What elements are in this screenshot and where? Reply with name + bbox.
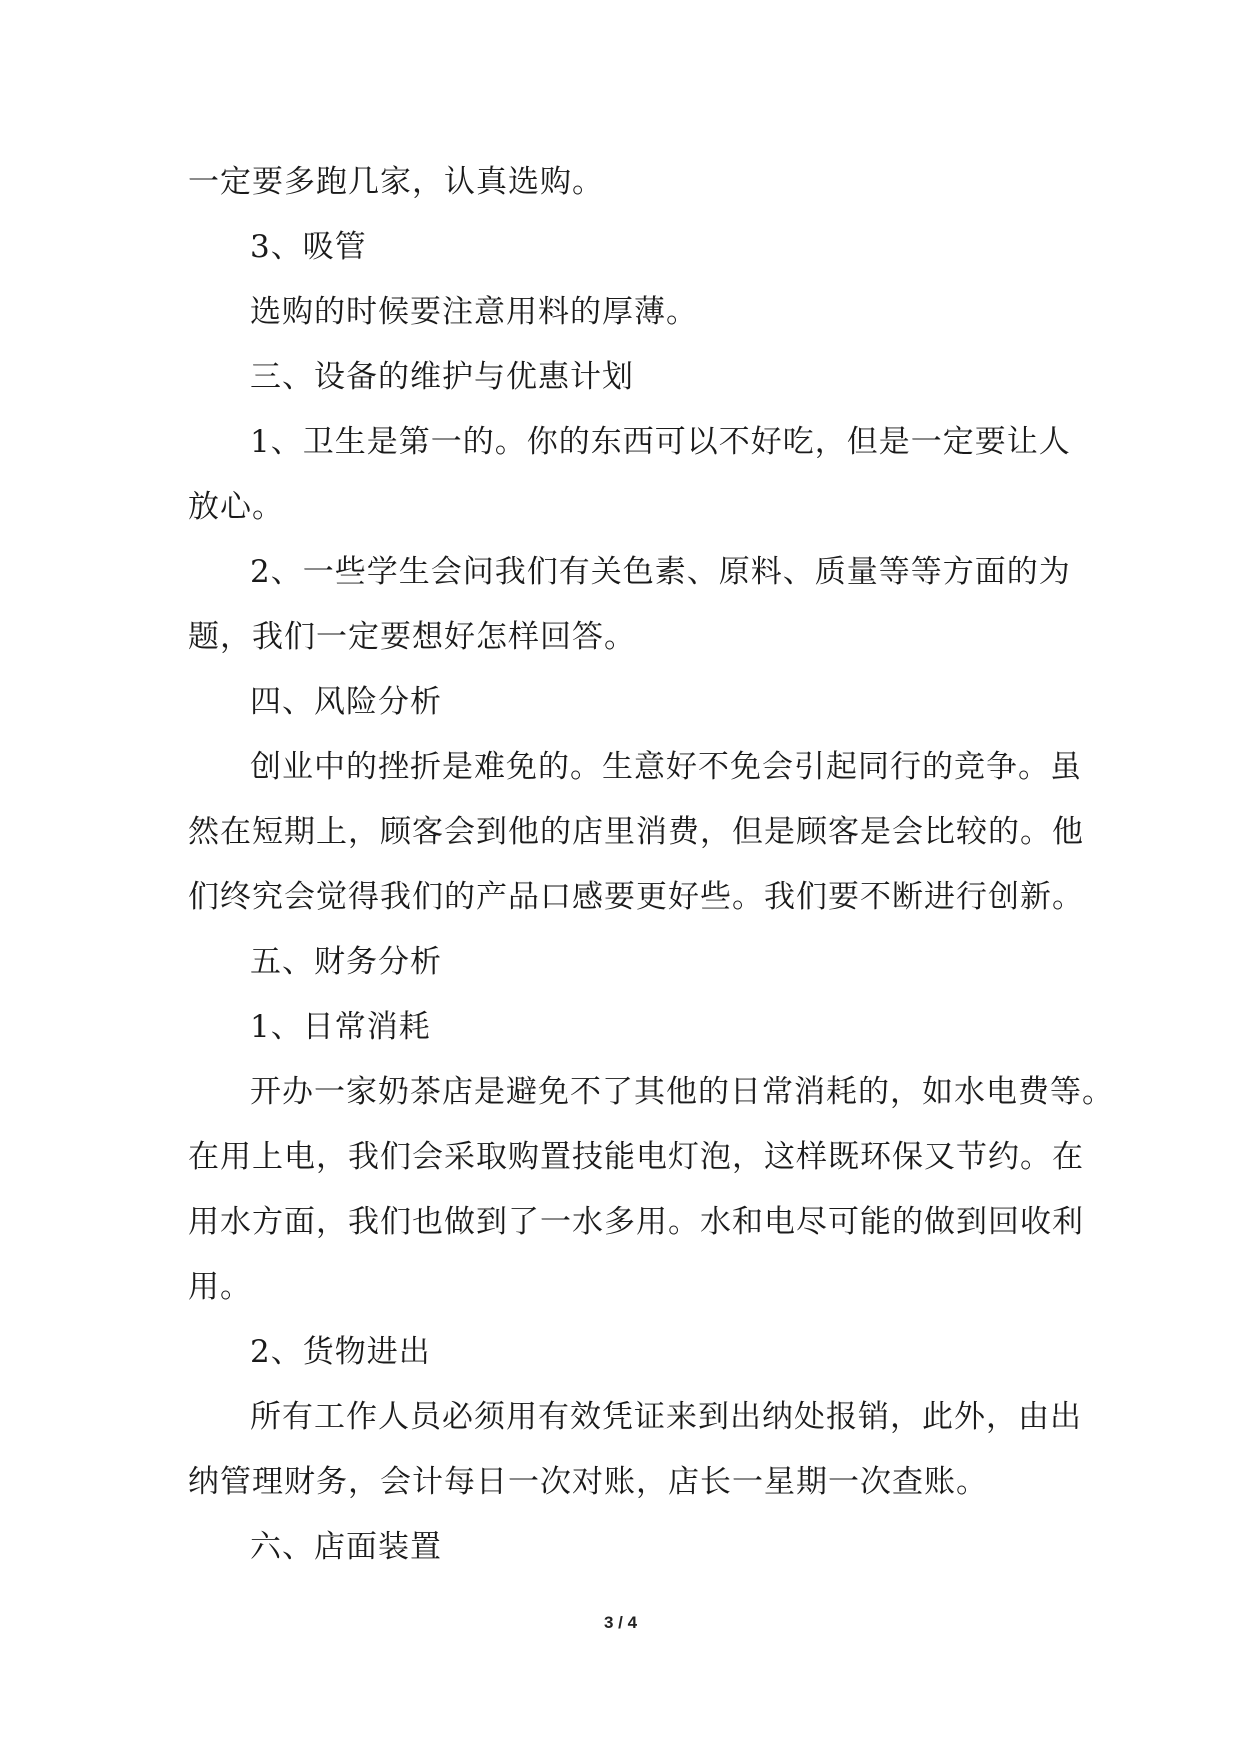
page-number: 3 / 4 — [603, 1613, 638, 1632]
text-line: 3、吸管 — [250, 229, 367, 265]
text-line: 纳管理财务，会计每日一次对账，店长一星期一次查账。 — [188, 1464, 988, 1500]
text-line: 开办一家奶茶店是避免不了其他的日常消耗的，如水电费等。 — [250, 1074, 1114, 1110]
text-line: 2、一些学生会问我们有关色素、原料、质量等等方面的为 — [250, 554, 1071, 590]
text-line: 1、卫生是第一的。你的东西可以不好吃，但是一定要让人 — [250, 424, 1071, 460]
text-line: 2、货物进出 — [250, 1334, 431, 1370]
text-line: 六、店面装置 — [250, 1529, 442, 1565]
text-line: 用水方面，我们也做到了一水多用。水和电尽可能的做到回收利 — [188, 1204, 1084, 1240]
text-line: 一定要多跑几家，认真选购。 — [188, 164, 604, 200]
text-line: 在用上电，我们会采取购置技能电灯泡，这样既环保又节约。在 — [188, 1139, 1084, 1175]
text-line: 1、日常消耗 — [250, 1009, 431, 1045]
text-line: 用。 — [188, 1269, 252, 1305]
text-line: 创业中的挫折是难免的。生意好不免会引起同行的竞争。虽 — [250, 749, 1082, 785]
text-line: 五、财务分析 — [250, 944, 442, 980]
text-line: 四、风险分析 — [250, 684, 442, 720]
text-line: 题，我们一定要想好怎样回答。 — [188, 619, 636, 655]
text-line: 所有工作人员必须用有效凭证来到出纳处报销，此外，由出 — [250, 1399, 1082, 1435]
text-line: 然在短期上，顾客会到他的店里消费，但是顾客是会比较的。他 — [188, 814, 1084, 850]
text-line: 三、设备的维护与优惠计划 — [250, 359, 634, 395]
text-line: 放心。 — [188, 489, 284, 525]
document-body — [188, 150, 1114, 1580]
text-line: 选购的时候要注意用料的厚薄。 — [250, 294, 698, 330]
text-line: 们终究会觉得我们的产品口感要更好些。我们要不断进行创新。 — [188, 879, 1084, 915]
